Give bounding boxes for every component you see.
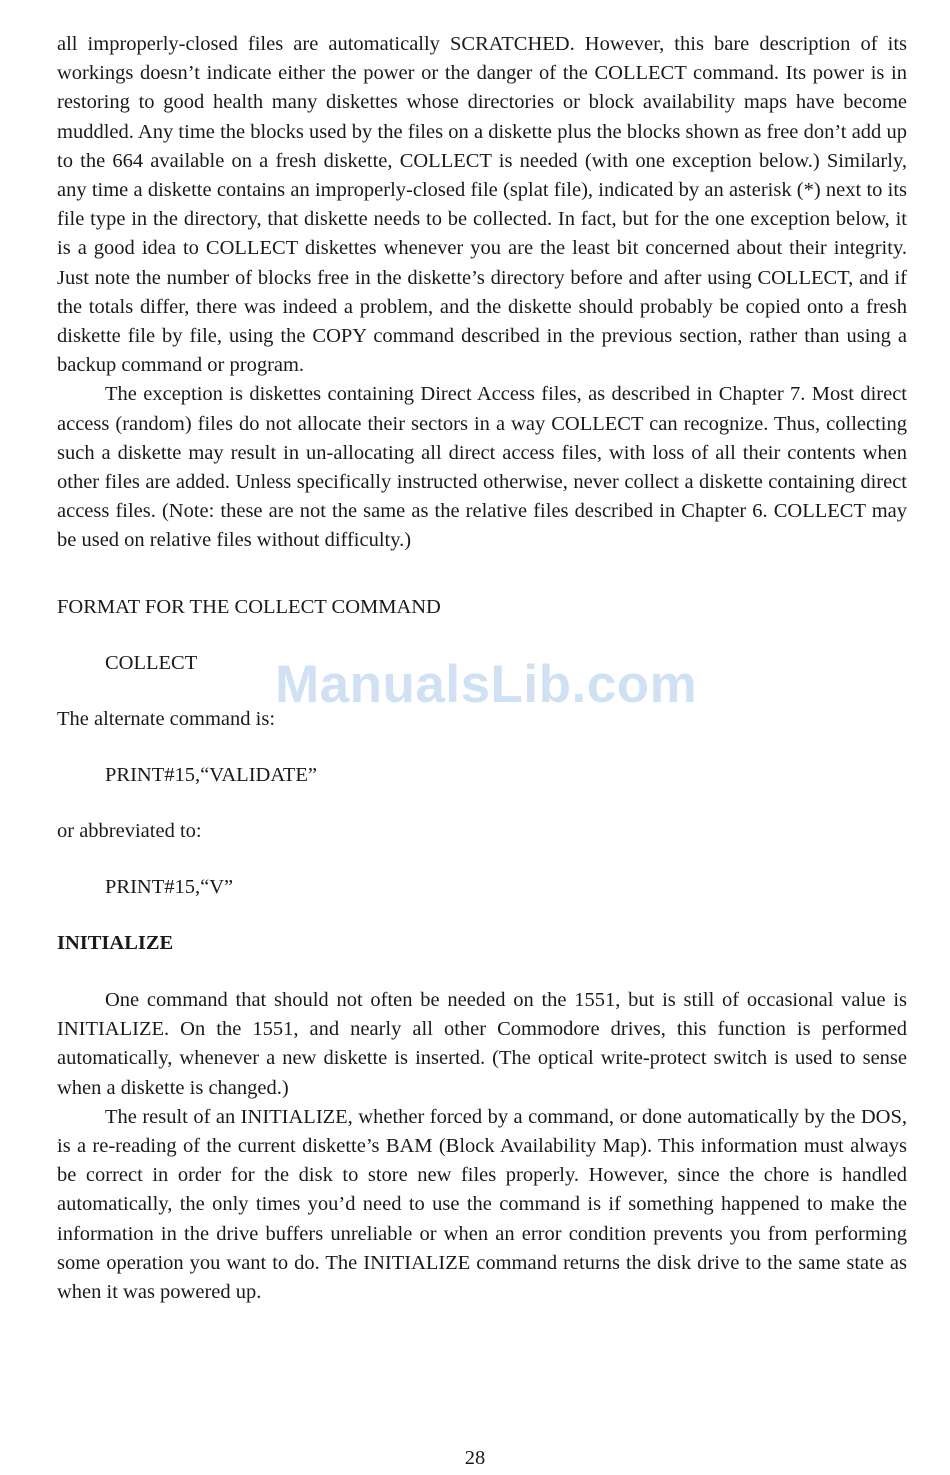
paragraph-collect-exception: The exception is diskettes containing Direct Access files, as described in Chapter 7. Most direct access (random) files do not allocate their sectors in a way COLLECT can recognize. Thus, collecting such a diskette may result in un-allocating all direct access files, with loss of all their contents when other files are added. Unless specifically instructed otherwise, never collect a diskette containing direct access files. (Note: these are not the same as the relative files described in Chapter 6. COLLECT may be used on relative files without difficulty.) [57, 383, 907, 552]
section-title-initialize: INITIALIZE [57, 932, 174, 955]
abbreviated-label: or abbreviated to: [57, 819, 202, 842]
paragraph-initialize-result: The result of an INITIALIZE, whether forced by a command, or done automatically by the DOS, is a re-reading of the current diskette’s BAM (Block Availability Map). This information must always be correct in order for the disk to store new files properly. However, since the chore is handled automatically, the only times you’d need to use the command is if something happened to make the information in the drive buffers unreliable or when an error condition prevents you from performing some operation you want to do. The INITIALIZE command returns the disk drive to the same state as when it was powered up. [57, 1105, 907, 1304]
paragraph-collect-description: all improperly-closed files are automatically SCRATCHED. However, this bare description of its workings doesn’t indicate either the power or the danger of the COLLECT command. Its power is in restoring to good health many diskettes whose directories or block availability maps have become muddled. Any time the blocks used by the files on a diskette plus the blocks shown as free don’t add up to the 664 available on a fresh diskette, COLLECT is needed (with one exception below.) Similarly, any time a diskette contains an improperly-closed file (splat file), indicated by an asterisk (*) next to its file type in the directory, that diskette needs to be collected. In fact, but for the one exception below, it is a good idea to COLLECT diskettes whenever you are the least bit concerned about their integrity. Just note the number of blocks free in the diskette’s directory before and after using COLLECT, and if the totals differ, there was indeed a problem, and the diskette should probably be copied onto a fresh diskette file by file, using the COPY command described in the previous section, rather than using a backup command or program. [57, 33, 907, 377]
abbreviated-command-example: PRINT#15,“V” [105, 876, 234, 899]
alternate-command-label: The alternate command is: [57, 707, 276, 730]
page-content [57, 30, 907, 1307]
page-number: 28 [464, 1447, 486, 1469]
format-heading: FORMAT FOR THE COLLECT COMMAND [57, 595, 441, 618]
validate-command-example: PRINT#15,“VALIDATE” [105, 763, 317, 786]
watermark-logo: ManualsLib.com [275, 655, 698, 714]
collect-command-example: COLLECT [105, 651, 198, 674]
paragraph-initialize-intro: One command that should not often be needed on the 1551, but is still of occasional value is INITIALIZE. On the 1551, and nearly all other Commodore drives, this function is performed automatically, whenever a new diskette is inserted. (The optical write-protect switch is used to sense when a diskette is changed.) [57, 989, 907, 1099]
